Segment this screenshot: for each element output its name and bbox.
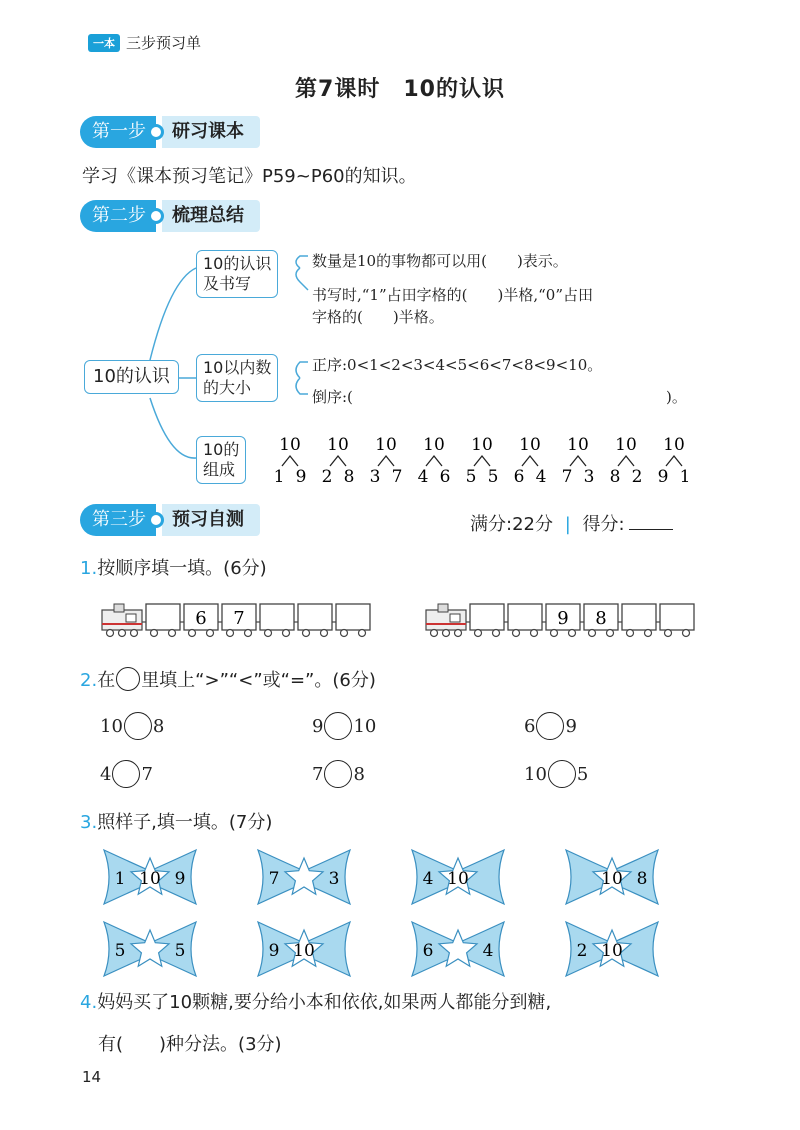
train-1 [100, 600, 370, 640]
series-name: 三步预习单 [126, 34, 202, 52]
branch3-label [196, 436, 246, 484]
train-car[interactable] [618, 604, 656, 637]
composition-item [370, 435, 403, 487]
question-text-a: 在 [97, 670, 116, 691]
compare-item [524, 760, 588, 788]
composition-item [514, 435, 547, 487]
train-car[interactable] [180, 604, 218, 637]
composition-top: 10 [279, 435, 301, 455]
bow-right-number: 5 [174, 941, 186, 961]
question-number: 3. [80, 812, 98, 833]
bow-left-number: 2 [576, 941, 588, 961]
train-car[interactable] [142, 604, 180, 637]
question-number: 2. [80, 670, 98, 691]
locomotive-icon [102, 604, 142, 637]
composition-row [270, 432, 710, 488]
compare-circle[interactable] [548, 760, 576, 788]
composition-branch [282, 456, 298, 466]
page-number: 14 [82, 1068, 102, 1086]
step-dot-icon [148, 124, 164, 140]
composition-item [658, 435, 691, 487]
brand-logo: 一本 [88, 34, 120, 52]
train-car[interactable] [580, 604, 618, 637]
bow-item [104, 850, 196, 904]
composition-item [418, 435, 451, 487]
bow-center-number: 10 [139, 869, 161, 889]
composition-right: 5 [487, 467, 499, 487]
composition-item [274, 435, 307, 487]
composition-branch [330, 456, 346, 466]
composition-left: 7 [561, 467, 573, 487]
composition-top: 10 [375, 435, 397, 455]
step-name: 预习自测 [162, 504, 260, 536]
compare-left: 7 [312, 763, 324, 785]
composition-left: 8 [609, 467, 621, 487]
compare-circle[interactable] [324, 760, 352, 788]
compare-right: 8 [152, 715, 165, 737]
step-tag: 第二步 [80, 200, 156, 232]
bow-right-number: 8 [636, 869, 648, 889]
branch2-line2-end: )。 [666, 388, 687, 406]
composition-top: 10 [663, 435, 685, 455]
bow-item [412, 850, 504, 904]
bow-left-number: 6 [422, 941, 434, 961]
compare-item [524, 712, 577, 740]
locomotive-icon [426, 604, 466, 637]
composition-top: 10 [423, 435, 445, 455]
compare-right: 8 [353, 763, 365, 785]
composition-left: 5 [465, 467, 477, 487]
composition-right: 3 [583, 467, 595, 487]
composition-left: 3 [369, 467, 381, 487]
bow-center-number: 10 [447, 869, 469, 889]
bow-item [412, 922, 504, 976]
compare-left: 4 [100, 763, 112, 785]
composition-branch [666, 456, 682, 466]
compare-right: 10 [353, 715, 377, 737]
composition-item [562, 435, 595, 487]
step1-text: 学习《课本预习笔记》P59~P60的知识。 [82, 166, 417, 187]
compare-left: 10 [524, 763, 547, 785]
train-car[interactable] [256, 604, 294, 637]
bow-center-number: 10 [601, 869, 623, 889]
branch2-label [196, 354, 278, 402]
compare-item [312, 760, 365, 788]
composition-left: 9 [657, 467, 669, 487]
branch1-line3: 字格的( )半格。 [312, 308, 444, 326]
composition-branch [426, 456, 442, 466]
composition-branch [618, 456, 634, 466]
bow-left-number: 4 [422, 869, 434, 889]
composition-left: 2 [321, 467, 333, 487]
train-car[interactable] [542, 604, 580, 637]
branch1-line2: 书写时,“1”占田字格的( )半格,“0”占田 [312, 286, 594, 304]
question-1 [80, 554, 267, 580]
lesson-title: 第7课时 10的认识 [295, 77, 505, 102]
branch2-line1: 正序:0<1<2<3<4<5<6<7<8<9<10。 [312, 356, 603, 374]
train-car-number: 9 [557, 608, 569, 629]
mindmap-center: 10的认识 [84, 360, 179, 394]
composition-item [466, 435, 499, 487]
branch2-line2: 倒序:( [312, 388, 353, 406]
compare-item [100, 760, 153, 788]
bow-right-number: 3 [328, 869, 340, 889]
score-blank[interactable] [629, 529, 673, 530]
composition-right: 2 [631, 467, 643, 487]
train-car-number: 6 [195, 608, 207, 629]
train-car-number: 8 [595, 608, 607, 629]
score-separator: | [564, 514, 571, 535]
branch1-line1: 数量是10的事物都可以用( )表示。 [312, 252, 568, 270]
question-4-line2: 有( )种分法。(3分) [98, 1034, 282, 1055]
composition-right: 4 [535, 467, 547, 487]
bow-grid [100, 844, 680, 984]
train-car[interactable] [656, 604, 694, 637]
branch-label-line: 组成 [203, 460, 236, 479]
bow-right-number: 4 [482, 941, 494, 961]
composition-branch [522, 456, 538, 466]
question-text-b: 里填上“>”“<”或“=”。(6分) [141, 670, 376, 691]
question-number: 4. [80, 992, 98, 1013]
composition-top: 10 [519, 435, 541, 455]
question-4 [80, 988, 551, 1014]
circle-icon [116, 667, 140, 691]
bow-item [258, 922, 350, 976]
composition-right: 1 [679, 467, 691, 487]
bow-item [104, 922, 196, 976]
composition-right: 8 [343, 467, 355, 487]
compare-left: 9 [312, 715, 324, 737]
step-3-heading [80, 504, 260, 536]
step-name: 研习课本 [162, 116, 260, 148]
branch-label-line: 10以内数 [203, 358, 272, 377]
compare-grid [100, 712, 700, 802]
question-3 [80, 808, 272, 834]
question-2 [80, 666, 376, 692]
compare-right: 5 [576, 763, 589, 785]
train-car[interactable] [218, 604, 256, 637]
composition-right: 9 [295, 467, 307, 487]
compare-left: 10 [100, 715, 123, 737]
compare-circle[interactable] [324, 712, 352, 740]
composition-left: 1 [273, 467, 285, 487]
bow-item [258, 850, 350, 904]
step-dot-icon [148, 512, 164, 528]
step-dot-icon [148, 208, 164, 224]
compare-right: 9 [565, 715, 577, 737]
compare-right: 7 [141, 763, 153, 785]
train-car[interactable] [504, 604, 542, 637]
composition-branch [474, 456, 490, 466]
branch1-label [196, 250, 278, 298]
score-got: 得分: [582, 514, 625, 535]
composition-item [610, 435, 643, 487]
composition-branch [570, 456, 586, 466]
step-name: 梳理总结 [162, 200, 260, 232]
question-text-line1: 妈妈买了10颗糖,要分给小本和依依,如果两人都能分到糖, [97, 992, 552, 1013]
compare-item [312, 712, 376, 740]
composition-item [322, 435, 355, 487]
compare-item [100, 712, 164, 740]
bow-center-number: 10 [293, 941, 315, 961]
step-tag: 第一步 [80, 116, 156, 148]
bow-center-number: 10 [601, 941, 623, 961]
compare-circle[interactable] [124, 712, 152, 740]
compare-left: 6 [524, 715, 536, 737]
composition-top: 10 [471, 435, 493, 455]
branch-label-line: 10的认识 [203, 254, 272, 273]
question-text: 照样子,填一填。(7分) [97, 812, 273, 833]
branch-label-line: 的大小 [203, 378, 252, 397]
bow-left-number: 5 [114, 941, 126, 961]
train-car[interactable] [332, 604, 370, 637]
branch-label-line: 10的 [203, 440, 240, 459]
composition-top: 10 [615, 435, 637, 455]
train-car-number: 7 [233, 608, 245, 629]
question-text: 按顺序填一填。(6分) [97, 558, 267, 579]
bow-right-number: 9 [174, 869, 186, 889]
score-full: 满分:22分 [470, 514, 553, 535]
train-car[interactable] [294, 604, 332, 637]
train-2 [424, 600, 700, 640]
composition-left: 4 [417, 467, 429, 487]
step-tag: 第三步 [80, 504, 156, 536]
compare-circle[interactable] [112, 760, 140, 788]
bow-item [566, 850, 658, 904]
bow-left-number: 9 [268, 941, 280, 961]
train-car[interactable] [466, 604, 504, 637]
composition-right: 7 [391, 467, 403, 487]
composition-left: 6 [513, 467, 525, 487]
bow-left-number: 1 [114, 869, 126, 889]
compare-circle[interactable] [536, 712, 564, 740]
branch-label-line: 及书写 [203, 274, 252, 293]
score-line [470, 510, 673, 536]
bow-item [566, 922, 658, 976]
composition-right: 6 [439, 467, 451, 487]
composition-branch [378, 456, 394, 466]
bow-left-number: 7 [268, 869, 280, 889]
question-number: 1. [80, 558, 98, 579]
composition-top: 10 [327, 435, 349, 455]
composition-top: 10 [567, 435, 589, 455]
